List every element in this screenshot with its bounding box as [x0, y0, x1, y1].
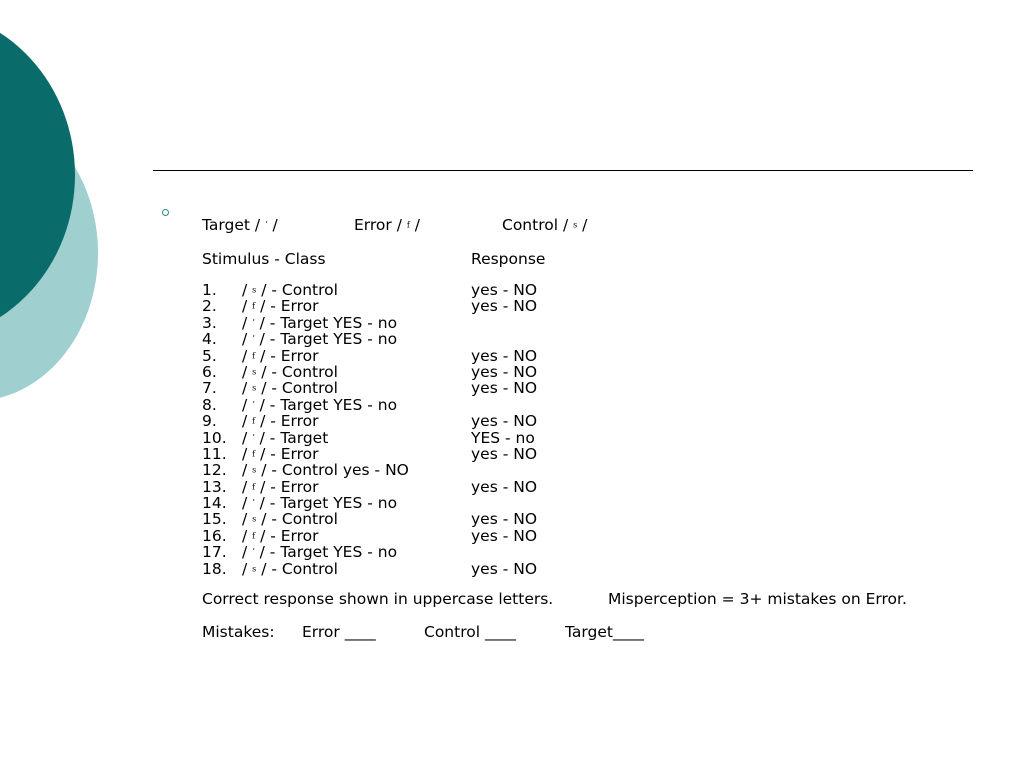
stimulus-row [202, 331, 1002, 347]
row-number: 11. [202, 444, 227, 463]
stimulus-class-header: Stimulus - Class [202, 250, 326, 268]
stimulus-row [202, 364, 1002, 380]
row-stimulus [242, 348, 319, 365]
row-number: 6. [202, 362, 217, 381]
row-phoneme-symbol: s [252, 285, 257, 295]
row-slash-open: / [242, 510, 248, 529]
row-number: 14. [202, 494, 227, 513]
stimulus-row [202, 511, 1002, 527]
row-number: 13. [202, 477, 227, 496]
row-response: yes - NO [471, 444, 538, 463]
row-phoneme-symbol: s [252, 563, 257, 573]
row-phoneme-symbol: s [252, 465, 257, 475]
row-phoneme-symbol: f [252, 301, 256, 311]
row-slash-open: / [242, 494, 248, 513]
stimulus-row [202, 413, 1002, 429]
row-number: 1. [202, 281, 217, 299]
row-class: / - Target YES - no [259, 313, 398, 332]
row-class: / - Target YES - no [259, 330, 398, 349]
row-number: 9. [202, 412, 217, 431]
row-phoneme-symbol: ʼ [252, 547, 255, 557]
row-slash-open: / [242, 477, 248, 496]
stimulus-row [202, 397, 1002, 413]
legend-target: Target / ʼ / [202, 216, 278, 234]
row-class: / - Target YES - no [259, 395, 398, 414]
row-stimulus [242, 315, 397, 332]
row-phoneme-symbol: s [252, 383, 257, 393]
row-phoneme-symbol: f [252, 416, 256, 426]
stimulus-row [202, 430, 1002, 446]
row-slash-open: / [242, 428, 248, 447]
mistakes-tally [202, 621, 1002, 643]
row-slash-open: / [242, 444, 248, 463]
row-class: / - Target YES - no [259, 494, 398, 513]
row-phoneme-symbol: f [252, 449, 256, 459]
row-response: yes - NO [471, 379, 538, 398]
row-phoneme-symbol: f [252, 350, 256, 360]
row-number: 2. [202, 297, 217, 316]
row-slash-open: / [242, 362, 248, 381]
row-class: / - Control [261, 362, 338, 381]
row-number: 18. [202, 559, 227, 578]
row-stimulus [242, 331, 397, 348]
row-slash-open: / [242, 559, 248, 578]
row-class: / - Target [259, 428, 329, 447]
row-response: yes - NO [471, 412, 538, 431]
row-slash-open: / [242, 281, 248, 299]
row-response: yes - NO [471, 526, 538, 545]
row-number: 12. [202, 461, 227, 480]
bullet-circle-icon [162, 209, 169, 216]
row-stimulus [242, 544, 397, 561]
mistakes-error: Error ____ [302, 623, 376, 642]
stimulus-row [202, 495, 1002, 511]
row-phoneme-symbol: s [252, 514, 257, 524]
mistakes-target: Target____ [565, 623, 644, 642]
mistakes-label: Mistakes: [202, 623, 275, 642]
stimulus-row [202, 528, 1002, 544]
row-phoneme-symbol: f [252, 481, 256, 491]
scoring-note [202, 588, 1002, 610]
stimulus-row [202, 348, 1002, 364]
row-slash-open: / [242, 412, 248, 431]
row-class: / - Error [260, 346, 319, 365]
stimulus-row [202, 544, 1002, 560]
stimulus-row [202, 561, 1002, 577]
stimulus-list [202, 282, 1002, 577]
row-number: 4. [202, 330, 217, 349]
row-number: 3. [202, 313, 217, 332]
row-response: yes - NO [471, 510, 538, 529]
row-class: / - Error [260, 297, 319, 316]
stimulus-row [202, 315, 1002, 331]
row-response: yes - NO [471, 346, 538, 365]
row-phoneme-symbol: ʼ [252, 334, 255, 344]
correct-response-note: Correct response shown in uppercase letters. [202, 590, 554, 609]
slide-body [202, 214, 1002, 643]
class-legend [202, 214, 1002, 236]
row-slash-open: / [242, 379, 248, 398]
row-slash-open: / [242, 543, 248, 562]
stimulus-row [202, 479, 1002, 495]
row-phoneme-symbol: s [252, 367, 257, 377]
row-number: 17. [202, 543, 227, 562]
misperception-note: Misperception = 3+ mistakes on Error. [608, 590, 907, 609]
row-class: / - Target YES - no [259, 543, 398, 562]
response-header: Response [471, 250, 546, 268]
row-response: YES - no [471, 428, 535, 447]
column-headers [202, 248, 1002, 270]
row-stimulus [242, 561, 338, 578]
row-class: / - Control [261, 559, 338, 578]
row-class: / - Control [261, 379, 338, 398]
row-stimulus [242, 364, 338, 381]
row-phoneme-symbol: f [252, 531, 256, 541]
row-stimulus [242, 282, 338, 299]
row-slash-open: / [242, 346, 248, 365]
row-stimulus [242, 446, 319, 463]
stimulus-row [202, 298, 1002, 314]
row-number: 7. [202, 379, 217, 398]
row-stimulus [242, 479, 319, 496]
row-stimulus [242, 528, 319, 545]
row-phoneme-symbol: ʼ [252, 318, 255, 328]
row-response: yes - NO [471, 281, 538, 299]
row-number: 10. [202, 428, 227, 447]
row-response: yes - NO [471, 559, 538, 578]
title-divider [153, 170, 973, 171]
row-slash-open: / [242, 330, 248, 349]
row-phoneme-symbol: ʼ [252, 498, 255, 508]
stimulus-row [202, 462, 1002, 478]
row-phoneme-symbol: ʼ [252, 400, 255, 410]
row-class: / - Control yes - NO [261, 461, 409, 480]
row-phoneme-symbol: ʼ [252, 432, 255, 442]
row-response: yes - NO [471, 297, 538, 316]
row-class: / - Control [261, 281, 338, 299]
row-stimulus [242, 462, 409, 479]
row-class: / - Error [260, 526, 319, 545]
row-slash-open: / [242, 395, 248, 414]
row-class: / - Error [260, 444, 319, 463]
row-number: 16. [202, 526, 227, 545]
stimulus-row [202, 282, 1002, 298]
row-stimulus [242, 430, 328, 447]
row-slash-open: / [242, 526, 248, 545]
row-slash-open: / [242, 313, 248, 332]
row-response: yes - NO [471, 362, 538, 381]
row-number: 5. [202, 346, 217, 365]
row-class: / - Error [260, 477, 319, 496]
stimulus-row [202, 380, 1002, 396]
mistakes-control: Control ____ [424, 623, 516, 642]
row-class: / - Control [261, 510, 338, 529]
row-number: 8. [202, 395, 217, 414]
legend-control: Control / s / [502, 216, 588, 234]
row-stimulus [242, 380, 338, 397]
row-class: / - Error [260, 412, 319, 431]
row-stimulus [242, 511, 338, 528]
row-response: yes - NO [471, 477, 538, 496]
row-slash-open: / [242, 297, 248, 316]
row-number: 15. [202, 510, 227, 529]
stimulus-row [202, 446, 1002, 462]
row-stimulus [242, 397, 397, 414]
row-stimulus [242, 298, 319, 315]
row-stimulus [242, 413, 319, 430]
legend-error: Error / f / [354, 216, 421, 234]
row-stimulus [242, 495, 397, 512]
row-slash-open: / [242, 461, 248, 480]
